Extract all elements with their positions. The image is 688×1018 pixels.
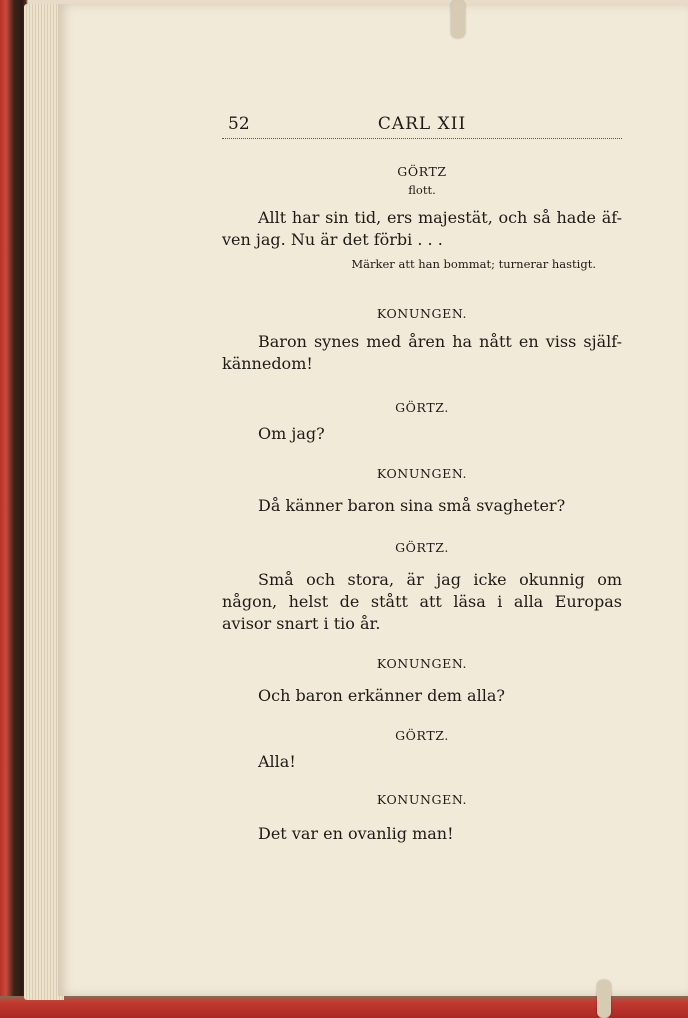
dialogue-block <box>222 728 622 773</box>
dialogue-block <box>222 400 622 445</box>
stage-direction: flott. <box>408 183 436 197</box>
speaker-name: KONUNGEN. <box>376 466 468 481</box>
dialogue-line: Det var en ovanlig man! <box>258 824 454 843</box>
bookmark-ribbon-top <box>451 0 465 38</box>
dialogue-block <box>222 466 622 517</box>
dialogue-block <box>222 792 622 845</box>
dialogue-block <box>222 656 622 707</box>
stage-direction: Märker att han bommat; turnerar hastigt. <box>351 257 596 271</box>
running-header <box>222 112 622 139</box>
bookmark-ribbon-bottom <box>597 980 611 1018</box>
dialogue-line: Baron synes med åren ha nått en viss själf- kännedom! <box>222 332 622 373</box>
speaker-name: GÖRTZ. <box>395 728 449 743</box>
dialogue-block <box>222 540 622 635</box>
dialogue-line: Små och stora, är jag icke okunnig om någon, helst de stått att läsa i alla Europas avisor snart i tio år. <box>222 570 622 633</box>
dialogue-line: Alla! <box>258 752 296 771</box>
page-number: 52 <box>228 114 250 134</box>
speaker-name: KONUNGEN. <box>376 306 468 321</box>
dialogue-block <box>222 164 622 271</box>
book-cover-bottom-edge <box>0 996 688 1018</box>
dialogue-line: Då känner baron sina små svagheter? <box>258 496 566 515</box>
running-title: CARL XII <box>377 114 467 134</box>
dialogue-line: Om jag? <box>258 424 325 443</box>
speaker-name: KONUNGEN. <box>376 656 468 671</box>
speaker-name: KONUNGEN. <box>376 792 468 807</box>
dialogue-line: Allt har sin tid, ers majestät, och så hade äf- ven jag. Nu är det förbi . . . <box>222 208 622 249</box>
speaker-name: GÖRTZ <box>397 164 447 179</box>
speaker-name: GÖRTZ. <box>395 540 449 555</box>
page-content <box>222 112 622 843</box>
speaker-name: GÖRTZ. <box>395 400 449 415</box>
dialogue-block <box>222 306 622 375</box>
dialogue-line: Och baron erkänner dem alla? <box>258 686 505 705</box>
